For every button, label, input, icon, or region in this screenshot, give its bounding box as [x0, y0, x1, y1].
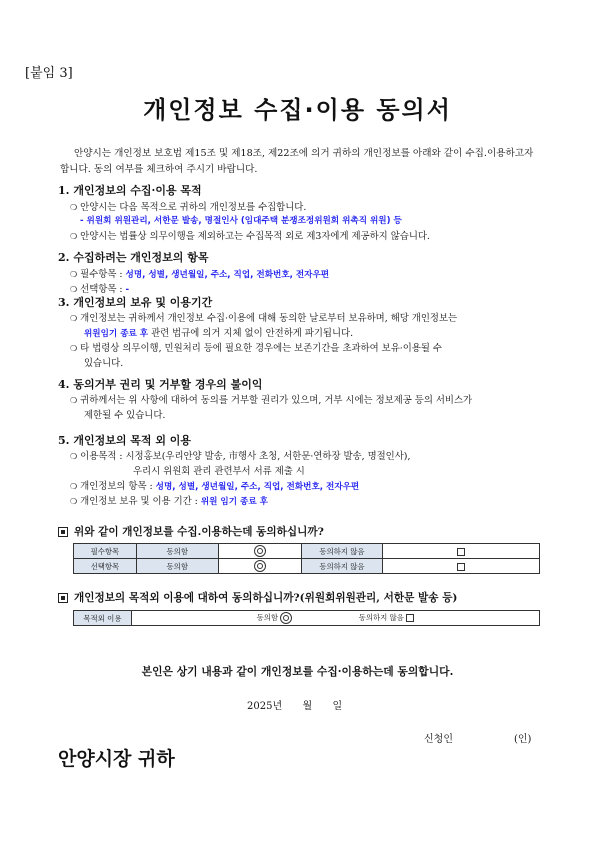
disagree-checkbox-required[interactable] — [383, 544, 540, 559]
agree-radio-required[interactable] — [218, 544, 301, 559]
consent-question-1: 위와 같이 개인정보를 수집.이용하는데 동의하십니까? — [58, 524, 324, 539]
other-use-disagree-option[interactable]: 동의하지 않음 — [359, 613, 415, 622]
section-4-heading: 4. 동의거부 권리 및 거부할 경우의 불이익 — [58, 378, 263, 391]
applicant-label: 신청인 — [424, 734, 453, 745]
agree-radio-optional[interactable] — [218, 559, 301, 574]
consent-row-required — [74, 544, 540, 559]
optional-items-line: ❍ 선택항목 : - — [70, 284, 130, 295]
agree-label: 동의함 — [136, 559, 218, 574]
section-4-line-2: 제한될 수 있습니다. — [84, 410, 166, 421]
document-title: 개인정보 수집·이용 동의서 — [143, 96, 452, 124]
bullet-icon: ❍ — [70, 452, 78, 461]
other-use-label: 목적외 이용 — [74, 611, 132, 626]
section-1-line-1: ❍ 안양시는 다음 목적으로 귀하의 개인정보를 수집합니다. — [70, 202, 307, 213]
disagree-label: 동의하지 않음 — [301, 544, 383, 559]
section-5-line-1: ❍ 이용목적 : 시정홍보(우리안양 발송, 市행사 초청, 서한문·연하장 발송, 명절인사), — [70, 451, 411, 462]
radio-circle-icon[interactable] — [254, 560, 266, 572]
date-year: 2025년 — [247, 701, 283, 712]
checkbox-icon[interactable] — [457, 548, 465, 556]
consent-question-2: 개인정보의 목적외 이용에 대하여 동의하십니까?(위원회위원관리, 서한문 발송 등) — [58, 590, 457, 605]
addressee: 안양시장 귀하 — [58, 748, 175, 770]
optional-items: - — [125, 285, 130, 295]
consent-row-other-use — [74, 611, 540, 626]
section-3-line-3: ❍ 타 법령상 의무이행, 민원처리 등에 필요한 경우에는 보존기간을 초과하여 보유·이용될 수 — [70, 343, 442, 354]
section-2-heading: 2. 수집하려는 개인정보의 항목 — [58, 251, 209, 264]
bullet-icon: ❍ — [70, 270, 78, 279]
confirmation-statement: 본인은 상기 내용과 같이 개인정보를 수집·이용하는데 동의합니다. — [141, 665, 454, 678]
section-5-line-2: 우리시 위원회 관리 관련부서 서류 제출 시 — [133, 466, 305, 477]
section-3-line-2: 위원임기 종료 후 관련 법규에 의거 지체 없이 안전하게 파기됩니다. — [84, 328, 354, 339]
bullet-icon: ❍ — [70, 497, 78, 506]
disagree-checkbox-optional[interactable] — [383, 559, 540, 574]
radio-circle-icon[interactable] — [254, 545, 266, 557]
seal-label: (인) — [514, 734, 532, 745]
other-use-options — [131, 611, 539, 626]
bullet-icon: ❍ — [70, 396, 78, 405]
section-1-line-3: ❍ 안양시는 법률상 의무이행을 제외하고는 수집목적 외로 제3자에게 제공하지 않습니다. — [70, 231, 430, 242]
section-1-heading: 1. 개인정보의 수집·이용 목적 — [58, 184, 202, 197]
date-day: 일 — [332, 701, 343, 712]
consent-row-optional — [74, 559, 540, 574]
checkbox-square-icon — [58, 527, 68, 537]
checkbox-icon[interactable] — [457, 563, 465, 571]
bullet-icon: ❍ — [70, 232, 78, 241]
date-line — [247, 697, 342, 712]
section-3-heading: 3. 개인정보의 보유 및 이용기간 — [58, 296, 213, 309]
section-4-line-1: ❍ 귀하께서는 위 사항에 대하여 동의를 거부할 권리가 있으며, 거부 시에는 정보제공 등의 서비스가 — [70, 395, 473, 406]
row-type-label: 필수항목 — [74, 544, 137, 559]
consent-table-1 — [73, 543, 540, 574]
bullet-icon: ❍ — [70, 344, 78, 353]
section-5-heading: 5. 개인정보의 목적 외 이용 — [58, 434, 192, 447]
section-3-line-1: ❍ 개인정보는 귀하께서 개인정보 수집·이용에 대해 동의한 날로부터 보유하며, 해당 개인정보는 — [70, 313, 458, 324]
required-items: 성명, 성별, 생년월일, 주소, 직업, 전화번호, 전자우편 — [125, 270, 330, 280]
bullet-icon: ❍ — [70, 482, 78, 491]
section-5-line-3: ❍ 개인정보의 항목 : 성명, 성별, 생년월일, 주소, 직업, 전화번호, 전자우편 — [70, 481, 360, 492]
intro-paragraph: 안양시는 개인정보 보호법 제15조 및 제18조, 제22조에 의거 귀하의 개인정보를 아래와 같이 수집.이용하고자 합니다. 동의 여부를 체크하여 주시기 바랍니다. — [60, 148, 534, 175]
date-month: 월 — [302, 701, 313, 712]
bullet-icon: ❍ — [70, 314, 78, 323]
bullet-icon: ❍ — [70, 285, 78, 294]
other-use-agree-option[interactable]: 동의함 — [257, 613, 295, 622]
checkbox-square-icon — [58, 593, 68, 603]
agree-label: 동의함 — [136, 544, 218, 559]
attachment-label: [붙임 3] — [25, 66, 73, 81]
checkbox-icon[interactable] — [406, 614, 414, 622]
bullet-icon: ❍ — [70, 203, 78, 212]
row-type-label: 선택항목 — [74, 559, 137, 574]
required-items-line: ❍ 필수항목 : 성명, 성별, 생년월일, 주소, 직업, 전화번호, 전자우편 — [70, 269, 330, 280]
disagree-label: 동의하지 않음 — [301, 559, 383, 574]
section-3-line-4: 있습니다. — [84, 358, 124, 369]
consent-table-2 — [73, 610, 540, 626]
section-1-line-2: - 위원회 위원관리, 서한문 발송, 명절인사 (임대주택 분쟁조정위원회 위촉직 위원) 등 — [80, 216, 402, 226]
radio-circle-icon[interactable] — [280, 612, 292, 624]
section-5-line-4: ❍ 개인정보 보유 및 이용 기간 : 위원 임기 종료 후 — [70, 496, 268, 507]
